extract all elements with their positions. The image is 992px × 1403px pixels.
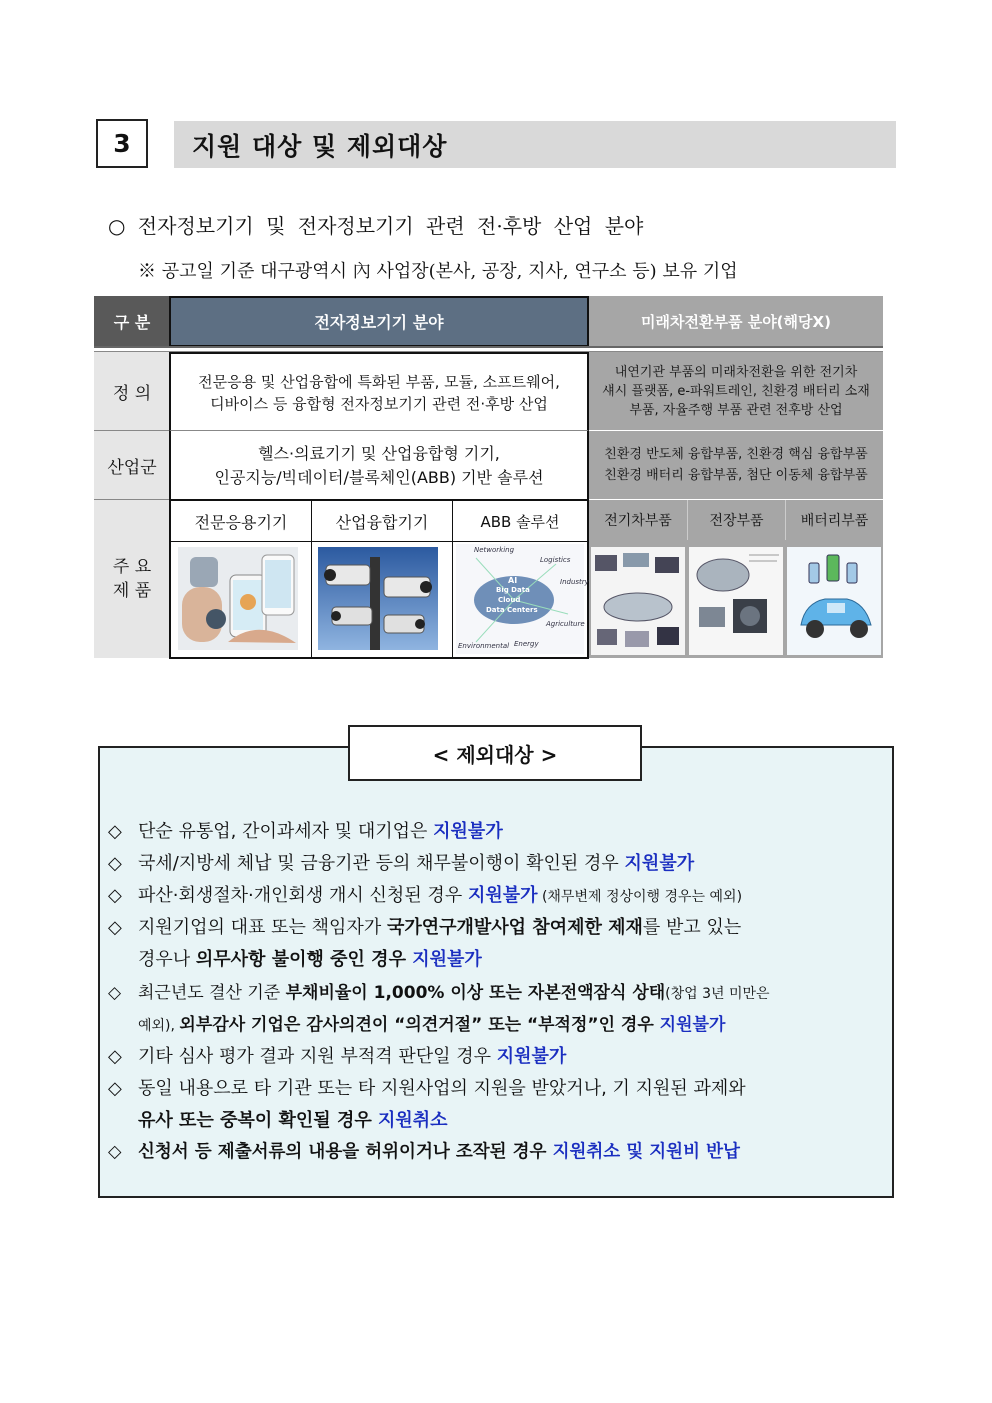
diamond-bullet-icon: ◇ [108, 853, 122, 874]
exclusion-item-4-cont [138, 945, 482, 971]
exclusion-item-5-cont [138, 1010, 725, 1035]
industry-electronic [169, 430, 589, 500]
item-7-highlight: 지원취소 [371, 1110, 448, 1131]
abb-word-networking: Networking [474, 546, 515, 554]
definition-electronic [169, 352, 589, 431]
item-2-highlight: 지원불가 [624, 853, 695, 874]
item-2-text: 국세/지방세 체납 및 금융기관 등의 채무불이행이 확인된 경우 [138, 853, 625, 874]
abb-solution-diagram [456, 544, 589, 654]
diamond-bullet-icon: ◇ [108, 983, 122, 1003]
products-label-line-1: 주 요 [112, 557, 152, 577]
exclusion-item-5 [108, 978, 770, 1003]
battery-parts-image [787, 547, 881, 655]
abb-word-industry: Industry [560, 578, 589, 586]
cctv-camera-image [318, 547, 438, 650]
item-7-bold-b: 유사 또는 중복이 확인될 경우 [138, 1110, 372, 1131]
abb-word-ai: AI [508, 576, 518, 585]
item-7-text-a: 동일 내용으로 타 기관 또는 타 지원사업의 지원을 받았거나, 기 지원된 과제와 [138, 1078, 746, 1099]
diamond-bullet-icon: ◇ [108, 821, 122, 842]
exclusion-item-4 [108, 913, 741, 939]
exclusion-item-2 [108, 849, 694, 875]
sub-industrial-devices: 산업융합기기 [311, 501, 452, 541]
item-5-bold-b: 부채비율이 1,000% 이상 또는 자본전액잠식 상태 [285, 983, 666, 1003]
abb-word-cloud: Cloud [498, 596, 521, 604]
item-4-text-c: 를 받고 있는 [642, 917, 742, 938]
header-electronic-field: 전자정보기기 분야 [169, 296, 589, 347]
abb-word-logistics: Logistics [540, 556, 571, 564]
definition-future-car-line-1: 내연기관 부품의 미래차전환을 위한 전기차 [614, 364, 858, 380]
row-label-definition: 정 의 [94, 352, 170, 430]
ev-parts-image [591, 547, 685, 655]
item-5-note-d: 예외), [138, 1018, 180, 1034]
sub-ev-parts: 전기차부품 [604, 513, 672, 529]
item-5-bold-e: 외부감사 기업은 감사의견이 “의견거절” 또는 “부적정”인 경우 [179, 1015, 654, 1035]
products-label-line-2: 제 품 [112, 581, 152, 601]
item-4-highlight: 지원불가 [405, 949, 482, 970]
item-6-text: 기타 심사 평가 결과 지원 부적격 판단일 경우 [138, 1046, 497, 1067]
section-title: 지원 대상 및 제외대상 [174, 121, 896, 168]
health-device-image [178, 547, 298, 650]
abb-word-datacenters: Data Centers [486, 606, 538, 614]
item-4-text-a: 지원기업의 대표 또는 책임자가 [138, 917, 387, 938]
exclusion-item-7-cont [138, 1106, 448, 1132]
exclusion-item-8 [108, 1138, 740, 1163]
industry-future-car-line-2: 친환경 배터리 융합부품, 첨단 이동체 융합부품 [604, 468, 868, 483]
sub-abb-solution: ABB 솔루션 [452, 501, 587, 541]
intro-line-1: ○ 전자정보기기 및 전자정보기기 관련 전·후방 산업 분야 [108, 214, 644, 238]
diamond-bullet-icon: ◇ [108, 1142, 122, 1162]
intro-line-2: ※ 공고일 기준 대구광역시 內 사업장(본사, 공장, 지사, 연구소 등) 보유 기업 [138, 261, 738, 282]
definition-electronic-line-1: 전문응용 및 산업융합에 특화된 부품, 모듈, 소프트웨어, [198, 372, 560, 391]
item-1-highlight: 지원불가 [433, 821, 503, 842]
item-4-text-d: 경우나 [138, 949, 196, 970]
sub-electronics-parts: 전장부품 [687, 500, 785, 540]
item-4-bold-e: 의무사항 불이행 중인 경우 [195, 949, 406, 970]
diamond-bullet-icon: ◇ [108, 885, 122, 906]
abb-word-bigdata: Big Data [496, 586, 530, 594]
sub-battery-parts: 배터리부품 [785, 500, 883, 540]
electronics-parts-image [689, 547, 783, 655]
abb-word-agriculture: Agriculture [546, 620, 585, 628]
abb-word-environmental: Environmental [458, 642, 510, 650]
item-4-bold-b: 국가연구개발사업 참여제한 제재 [386, 917, 643, 938]
item-3-note: (채무변제 정상이행 경우는 예외) [537, 889, 743, 905]
diamond-bullet-icon: ◇ [108, 1078, 122, 1099]
definition-electronic-line-2: 디바이스 등 융합형 전자정보기기 관련 전·후방 산업 [210, 394, 548, 413]
definition-future-car-line-3: 부품, 자율주행 부품 관련 전후방 산업 [629, 402, 843, 418]
item-5-highlight: 지원불가 [653, 1015, 726, 1035]
item-6-highlight: 지원불가 [496, 1046, 567, 1067]
exclusion-title: < 제외대상 > [348, 725, 642, 781]
definition-future-car-line-2: 섀시 플랫폼, e-파워트레인, 친환경 배터리 소재 [602, 383, 870, 399]
sub-specialized-devices: 전문응용기기 [194, 512, 288, 532]
item-8-text: 신청서 등 제출서류의 내용을 허위이거나 조작된 경우 [138, 1142, 553, 1162]
abb-word-energy: Energy [514, 640, 539, 648]
industry-electronic-line-2: 인공지능/빅데이터/블록체인(ABB) 기반 솔루션 [214, 467, 544, 487]
header-category: 구 분 [94, 296, 170, 346]
item-5-note-c: (창업 3년 미만은 [665, 986, 770, 1002]
diamond-bullet-icon: ◇ [108, 1046, 122, 1067]
header-future-car-field: 미래차전환부품 분야(해당X) [589, 296, 883, 346]
item-3-text: 파산·회생절차·개인회생 개시 신청된 경우 [138, 885, 468, 906]
exclusion-item-3 [108, 881, 742, 907]
exclusion-item-7 [108, 1074, 746, 1100]
section-number: 3 [96, 119, 148, 168]
item-5-text-a: 최근년도 결산 기준 [138, 983, 286, 1003]
industry-electronic-line-1: 헬스·의료기기 및 산업융합형 기기, [258, 443, 500, 463]
row-label-industry: 산업군 [94, 431, 170, 499]
row-label-products [94, 500, 170, 658]
diamond-bullet-icon: ◇ [108, 917, 122, 938]
item-8-highlight: 지원취소 및 지원비 반납 [552, 1142, 740, 1162]
exclusion-item-1 [108, 817, 503, 843]
item-1-text: 단순 유통업, 간이과세자 및 대기업은 [138, 821, 434, 842]
item-3-highlight: 지원불가 [467, 885, 538, 906]
definition-future-car [589, 352, 883, 430]
industry-future-car-line-1: 친환경 반도체 융합부품, 친환경 핵심 융합부품 [604, 447, 868, 462]
exclusion-item-6 [108, 1042, 566, 1068]
industry-future-car [589, 431, 883, 499]
